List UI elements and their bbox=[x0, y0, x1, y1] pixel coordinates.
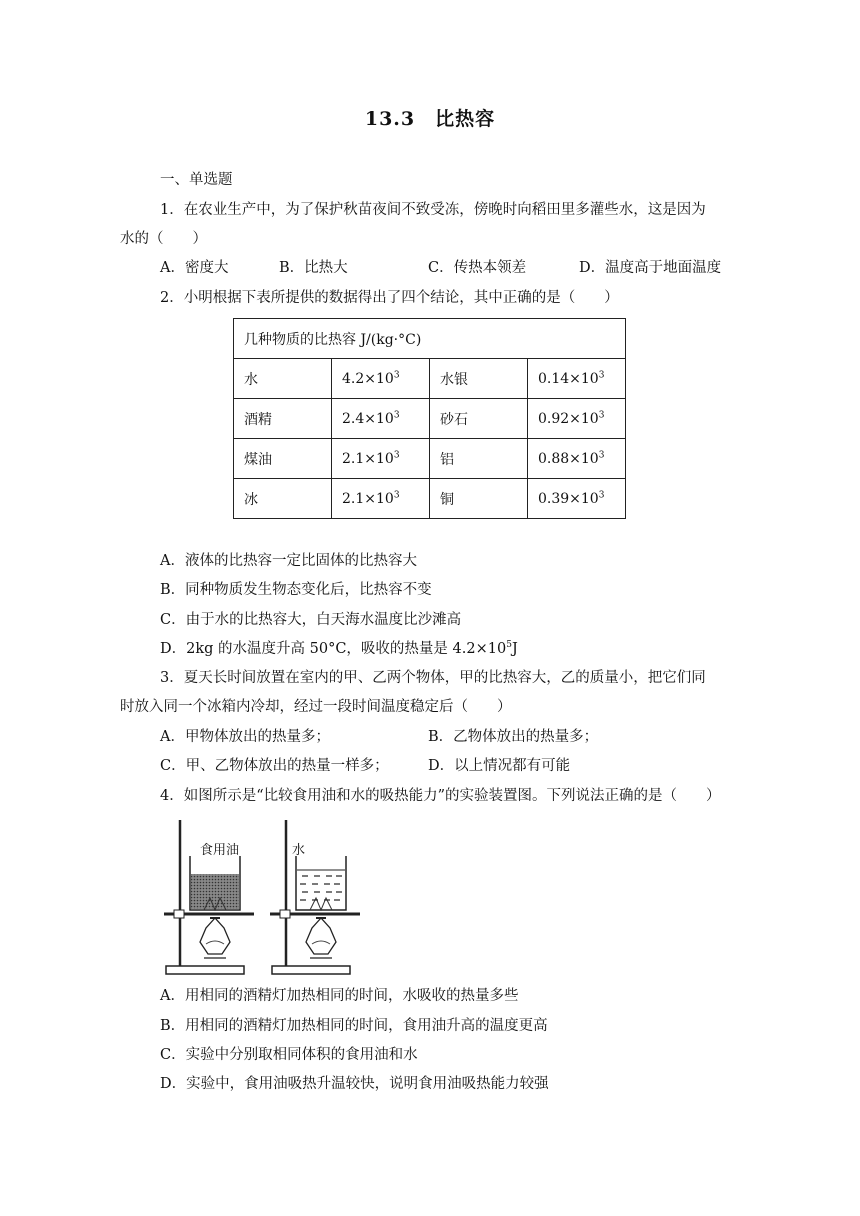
table-cell: 酒精 bbox=[234, 399, 332, 439]
q4-option-b: B．用相同的酒精灯加热相同的时间，食用油升高的温度更高 bbox=[160, 1018, 548, 1034]
water-label: 水 bbox=[292, 843, 306, 858]
q4-stem: 4．如图所示是“比较食用油和水的吸热能力”的实验装置图。下列说法正确的是（ ） bbox=[160, 788, 721, 804]
q2-stem: 2．小明根据下表所提供的数据得出了四个结论，其中正确的是（ ） bbox=[160, 290, 619, 306]
q1-stem: 1．在农业生产中，为了保护秋苗夜间不致受冻，傍晚时向稻田里多灌些水，这是因为 bbox=[160, 202, 706, 218]
table-cell: $0.39\times 10^3$ bbox=[528, 479, 626, 519]
q4-option-a: A．用相同的酒精灯加热相同的时间，水吸收的热量多些 bbox=[160, 988, 519, 1004]
q2-option-b: B．同种物质发生物态变化后，比热容不变 bbox=[160, 582, 432, 598]
table-cell: $0.88\times 10^3$ bbox=[528, 439, 626, 479]
q3-option-a: A．甲物体放出的热量多； bbox=[160, 729, 330, 745]
table-cell: 水银 bbox=[430, 359, 528, 399]
q3-stem: 3．夏天长时间放置在室内的甲、乙两个物体，甲的比热容大，乙的质量小，把它们同 bbox=[160, 670, 706, 686]
table-cell: $0.92\times 10^3$ bbox=[528, 399, 626, 439]
q2-option-d: D．2kg 的水温度升高 50°C，吸收的热量是 $4.2\times 10^5J$ bbox=[160, 640, 518, 657]
specific-heat-table bbox=[233, 318, 626, 519]
water-apparatus bbox=[270, 820, 360, 974]
q2-option-c: C．由于水的比热容大，白天海水温度比沙滩高 bbox=[160, 612, 462, 628]
table-cell: 砂石 bbox=[430, 399, 528, 439]
q4-option-c: C．实验中分别取相同体积的食用油和水 bbox=[160, 1047, 418, 1063]
table-row bbox=[234, 479, 626, 519]
q1-option-a: A．密度大 bbox=[160, 260, 229, 276]
experiment-apparatus-figure bbox=[160, 818, 360, 978]
water-liquid bbox=[300, 876, 342, 900]
table-row bbox=[234, 439, 626, 479]
table-row bbox=[234, 359, 626, 399]
q1-stem-cont: 水的（ ） bbox=[120, 231, 207, 247]
q3-stem-cont: 时放入同一个冰箱内冷却，经过一段时间温度稳定后（ ） bbox=[120, 699, 512, 715]
table-row bbox=[234, 399, 626, 439]
table-cell: $2.1\times 10^3$ bbox=[332, 479, 430, 519]
q3-option-c: C．甲、乙物体放出的热量一样多； bbox=[160, 758, 389, 774]
table-cell: 水 bbox=[234, 359, 332, 399]
q1-option-c: C．传热本领差 bbox=[428, 260, 527, 276]
table-cell: $2.4\times 10^3$ bbox=[332, 399, 430, 439]
table-cell: 冰 bbox=[234, 479, 332, 519]
q4-option-d: D．实验中，食用油吸热升温较快，说明食用油吸热能力较强 bbox=[160, 1076, 549, 1092]
oil-apparatus bbox=[164, 820, 254, 974]
q1-option-d: D．温度高于地面温度 bbox=[579, 260, 722, 276]
q1-option-b: B．比热大 bbox=[279, 260, 348, 276]
table-cell: 煤油 bbox=[234, 439, 332, 479]
table-header-row bbox=[234, 319, 626, 359]
q3-option-b: B．乙物体放出的热量多； bbox=[428, 729, 599, 745]
page-title: 13.3 比热容 bbox=[364, 108, 496, 130]
table-cell: $0.14\times 10^3$ bbox=[528, 359, 626, 399]
q3-option-d: D．以上情况都有可能 bbox=[428, 758, 571, 774]
table-cell: 铜 bbox=[430, 479, 528, 519]
section-heading: 一、单选题 bbox=[160, 172, 233, 188]
table-header: 几种物质的比热容 J/(kg·°C) bbox=[234, 319, 626, 359]
oil-label: 食用油 bbox=[200, 843, 240, 858]
table-cell: $2.1\times 10^3$ bbox=[332, 439, 430, 479]
oil-liquid bbox=[191, 874, 239, 909]
table-cell: $4.2\times 10^3$ bbox=[332, 359, 430, 399]
table-cell: 铝 bbox=[430, 439, 528, 479]
q2-option-a: A．液体的比热容一定比固体的比热容大 bbox=[160, 553, 417, 569]
